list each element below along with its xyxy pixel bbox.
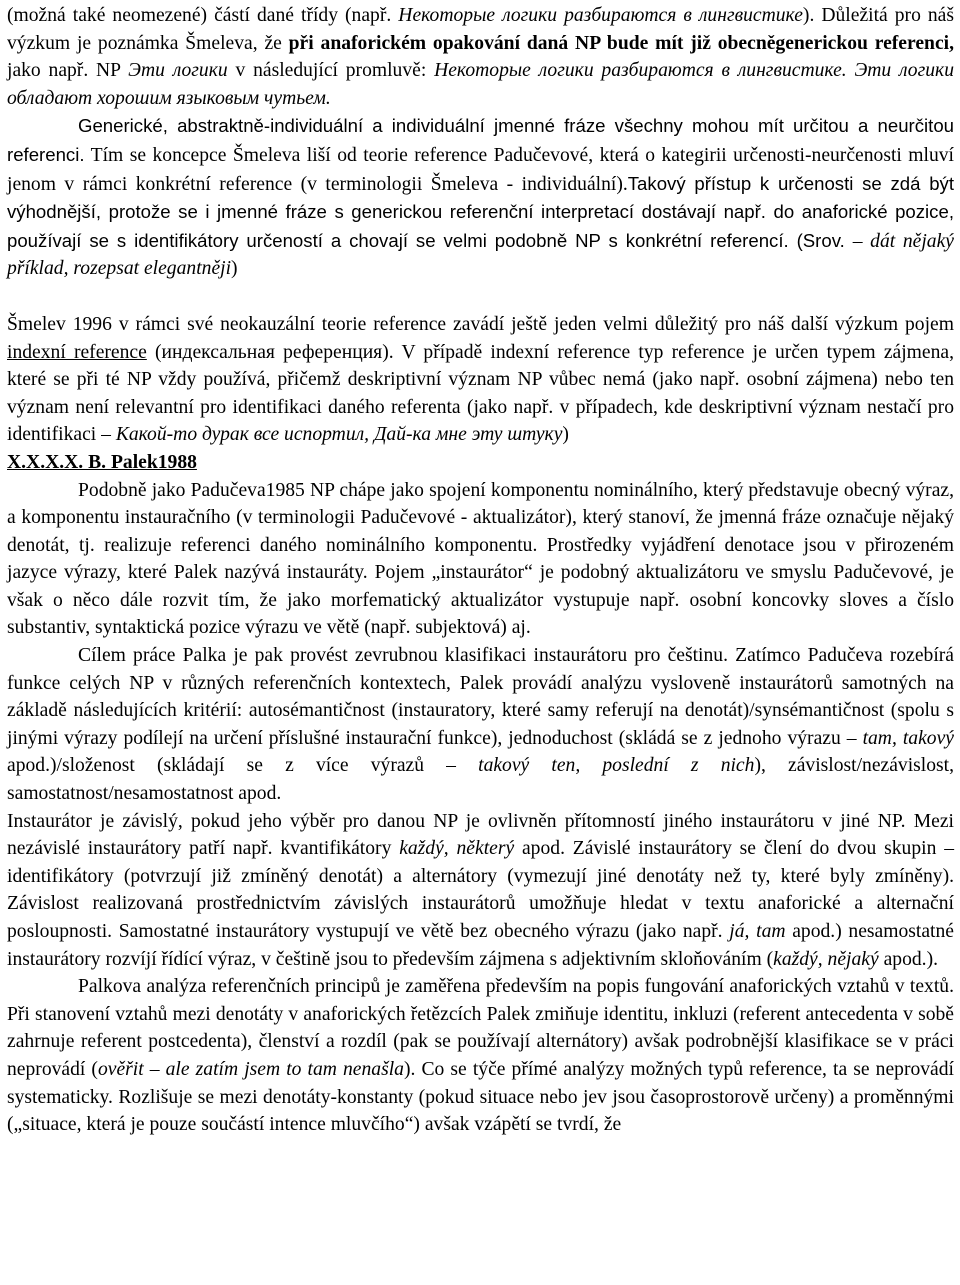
text-run: ). Co se týče přímé analýzy možných typů reference, ta se neprovádí systematicky. Rozlišuje se mezi denotáty-konstanty (pokud situace nebo jev jsou časoprostorově určeny) a proměnnými („situace, která je pouze součástí intence mluvčího“) avšak vzápětí se tvrdí, že [7, 1058, 954, 1136]
text-run: apod. Závislé instaurátory se člení do dvou skupin – identifikátory (potvrzují již zmíněný denotát) a alternátory (vymezují jiné denotáty než ty, které byly zmíněny). Závislost realizovaná prostřednictvím závislých instaurátorů umožňuje hledat v textu anaforické a alternační posloupnosti. Samostatné instaurátory vystupují ve větě bez obecného výrazu (jako např. [7, 838, 954, 942]
editor-note: – dát nějaký příklad, rozepsat elegantněji [7, 230, 954, 280]
text-run: v následující promluvě: [227, 60, 435, 82]
editor-note: ověřit – ale zatím jsem to tam nenašla [97, 1058, 404, 1080]
russian-example: Какой-то дурак все испортил, Дай-ка мне эту штуку [115, 424, 563, 446]
czech-example: já, tam [729, 921, 786, 942]
text-run: apod.). [878, 948, 938, 970]
text-run: Generické, abstraktně-individuální a individuální jmenné fráze všechny mohou mít určitou a neurčitou referenci. [7, 115, 954, 165]
text-run: Tím se koncepce Šmeleva liší od teorie reference Padučevové, která o kategirii určenosti-neurčenosti mluví jenom v rámci konkrétní reference (v terminologii Šmeleva - individuální). [7, 144, 954, 195]
text-run: (možná také neomezené) částí dané třídy (např. [7, 5, 399, 26]
text-run: ). Důležitá pro náš výzkum je poznámka Šmeleva, že [7, 5, 955, 54]
underlined-term: indexní reference [7, 341, 147, 363]
czech-example: každý, nějaký [773, 948, 879, 970]
czech-example: tam, takový [862, 727, 954, 749]
text-run: (индексальная референция). V případě indexní reference typ reference je určen typem zájmena, které se při té NP vždy používá, přičemž deskriptivní význam NP vůbec nemá (jako např. osobní zájmena) nebo ten význam není relevantní pro identifikaci daného referenta (jako např. v případech, kde deskriptivní význam nestačí pro identifikaci – [7, 341, 954, 446]
paragraph-palek-classification [7, 642, 954, 808]
text-run: apod.)/složenost (skládají se z více výrazů – [7, 755, 479, 777]
bold-emphasis: při anaforickém opakování daná NP bude mít již obecněgenerickou referenci, [288, 32, 954, 54]
paragraph-anaphora [7, 973, 954, 1139]
text-run: ) [562, 424, 569, 446]
paragraph-smelev-generic [7, 2, 954, 283]
section-heading: X.X.X.X. B. Palek1988 [7, 451, 197, 473]
russian-example: Некоторые логики разбираются в лингвистике [398, 5, 803, 26]
czech-example: každý, některý [399, 838, 515, 860]
paragraph-instaurator-dependency [7, 808, 954, 974]
text-run: apod.) nesamostatné instaurátory rozvíjí řídící výraz, v češtině jsou to především zájmena s adjektivním skloňováním ( [7, 921, 954, 970]
text-run: Takový přístup k určenosti se zdá být výhodnější, protože se i jmenné fráze s generickou referenční interpretací dostávají např. do anaforické pozice, používají se s identifikátory určeností a chovají se velmi podobně NP s konkrétní referencí. (Srov. [7, 172, 954, 251]
text-run: Šmelev 1996 v rámci své neokauzální teorie reference zavádí ještě jeden velmi důležitý pro náš další výzkum pojem [7, 313, 954, 335]
text-run: Instaurátor je závislý, pokud jeho výběr pro danou NP je ovlivněn přítomností jiného instaurátoru v jiné NP. Mezi nezávislé instaurátory patří např. kvantifikátory [7, 810, 954, 860]
russian-example: Эти логики [128, 60, 228, 82]
text-run: Cílem práce Palka je pak provést zevrubnou klasifikaci instaurátoru pro češtinu. Zatímco Padučeva rozebírá funkce celých NP v různých referenčních kontextech, Palek provádí analýzu vysloveně instaurátorů samotných na základě následujících kritérií: autosémantičnost (instauratory, které samy referují na denotát)/synsémantičnost (spolu s jinými výrazy podílejí na určení příslušné instaurační funkce), jednoduchost (skládá se z jednoho výrazu – [7, 645, 954, 749]
paragraph-palek-intro: Podobně jako Padučeva1985 NP chápe jako spojení komponentu nominálního, který představuje obecný výraz, a komponentu instauračního (v terminologii Padučevové - aktualizátor), který stanoví, že jmenná fráze označuje nějaký denotát, tj. realizuje referenci daného nominálního komponentu. Prostředky vyjádření denotace jsou v přirozeném jazyce výrazy, které Palek nazývá instauráty. Pojem „instaurátor“ je podobný aktualizátoru ve smyslu Padučevové, je však o něco dále rozvit tím, že jako morfematický aktualizátor vystupuje např. osobní koncovky sloves a číslo substantiv, syntaktická pozice výrazu ve větě (např. subjektová) aj. [7, 479, 954, 639]
text-run: jako např. NP [7, 60, 129, 82]
paragraph-indexni-reference [7, 311, 954, 449]
russian-example: Некоторые логики разбираются в лингвистике. Эти логики обладают хорошим языковым чутьем. [7, 60, 955, 109]
text-run: ) [231, 258, 238, 280]
text-run: Palkova analýza referenčních principů je zaměřena především na popis fungování anaforických vztahů v textů. Při stanovení vztahů mezi denotáty v anaforických řetězcích Palek zmiňuje identitu, inkluzi (referent antecedenta v sobě zahrnuje referent postcedenta), členství a rozdíl (pak se používají alternátory) avšak podrobnější klasifikace se v práci neprovádí ( [7, 976, 954, 1080]
czech-example: takový ten, poslední z nich [478, 755, 755, 777]
text-run: ), závislost/nezávislost, samostatnost/nesamostatnost apod. [7, 755, 954, 805]
